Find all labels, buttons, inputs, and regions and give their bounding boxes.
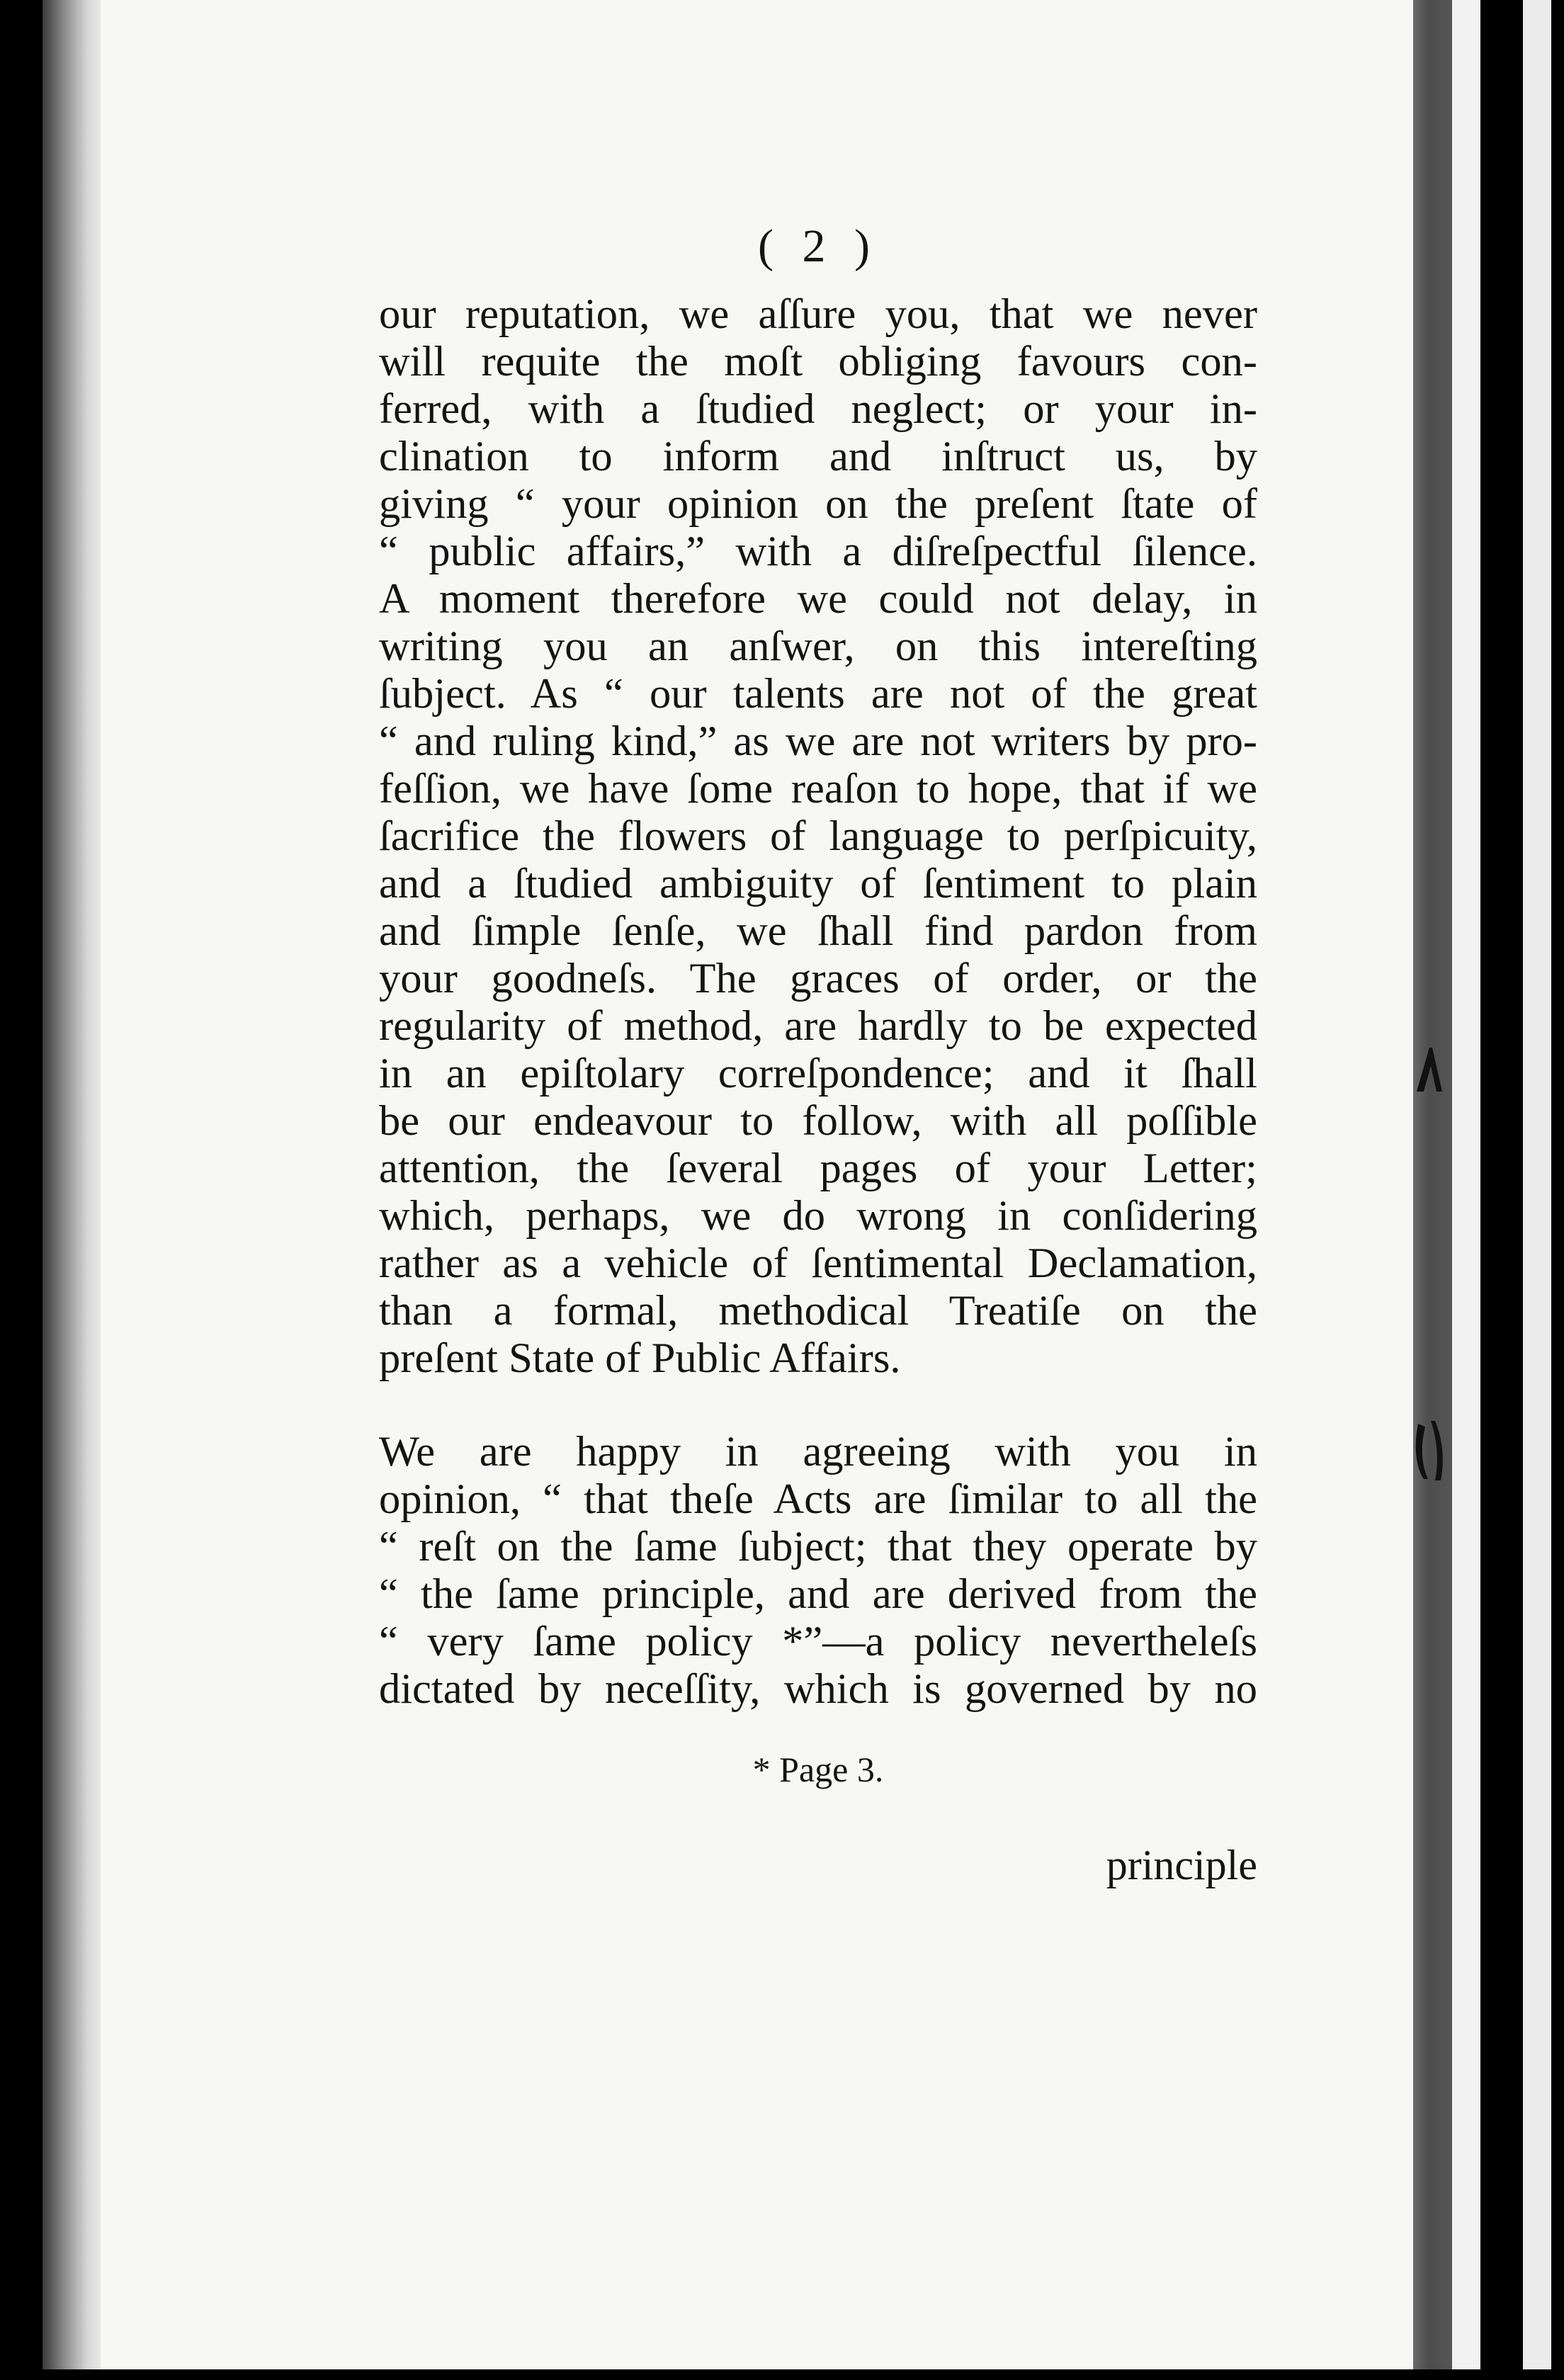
text-line: “ and ruling kind,” as we are not writers by pro- — [379, 718, 1257, 765]
text-line: “ very ſame policy *”—a policy nevertheleſs — [379, 1618, 1257, 1665]
text-line: in an epiſtolary correſpondence; and it ſhall — [379, 1050, 1257, 1097]
text-line: A moment therefore we could not delay, in — [379, 575, 1257, 623]
text-line: be our endeavour to follow, with all poſſible — [379, 1097, 1257, 1145]
text-line: rather as a vehicle of ſentimental Declamation, — [379, 1240, 1257, 1287]
text-line: ſubject. As “ our talents are not of the great — [379, 670, 1257, 718]
text-line: ſacrifice the flowers of language to perſpicuity, — [379, 812, 1257, 860]
text-line: writing you an anſwer, on this intereſting — [379, 623, 1257, 670]
paragraph-2 — [379, 1428, 1257, 1713]
text-line: which, perhaps, we do wrong in conſidering — [379, 1192, 1257, 1240]
page-number: ( 2 ) — [758, 220, 878, 272]
catchword: principle — [1106, 1842, 1257, 1888]
text-line: regularity of method, are hardly to be expected — [379, 1002, 1257, 1050]
binding-shadow — [1413, 0, 1452, 2369]
paragraph-gap — [379, 1382, 1257, 1428]
text-line: feſſion, we have ſome reaſon to hope, that if we — [379, 765, 1257, 812]
ink-mark-upper — [1411, 1045, 1446, 1094]
text-line: giving “ your opinion on the preſent ſtate of — [379, 480, 1257, 528]
paragraph-1 — [379, 290, 1257, 1382]
text-line: ferred, with a ſtudied neglect; or your in- — [379, 385, 1257, 433]
footnote: * Page 3. — [752, 1750, 884, 1789]
text-line: opinion, “ that theſe Acts are ſimilar to all the — [379, 1475, 1257, 1523]
text-line: and ſimple ſenſe, we ſhall find pardon from — [379, 907, 1257, 955]
text-line: “ the ſame principle, and are derived from the — [379, 1570, 1257, 1618]
text-line: will requite the moſt obliging favours con- — [379, 338, 1257, 385]
left-page-edge — [42, 0, 106, 2369]
text-line: and a ſtudied ambiguity of ſentiment to plain — [379, 860, 1257, 907]
text-line: clination to inform and inſtruct us, by — [379, 433, 1257, 480]
next-page-edge — [1452, 0, 1480, 2369]
page-text — [379, 220, 1257, 1888]
text-line: preſent State of Public Affairs. — [379, 1334, 901, 1382]
text-line: We are happy in agreeing with you in — [379, 1428, 1257, 1475]
ink-mark-lower — [1411, 1417, 1446, 1484]
text-line: attention, the ſeveral pages of your Letter; — [379, 1145, 1257, 1192]
outer-page-edge — [1523, 0, 1551, 2369]
text-line: “ reſt on the ſame ſubject; that they operate by — [379, 1523, 1257, 1570]
text-line: dictated by neceſſity, which is governed by no — [379, 1665, 1257, 1713]
text-line: our reputation, we aſſure you, that we never — [379, 290, 1257, 338]
text-line: your goodneſs. The graces of order, or the — [379, 955, 1257, 1002]
text-line: than a formal, methodical Treatiſe on the — [379, 1287, 1257, 1334]
text-line: “ public affairs,” with a diſreſpectful ſilence. — [379, 528, 1257, 575]
